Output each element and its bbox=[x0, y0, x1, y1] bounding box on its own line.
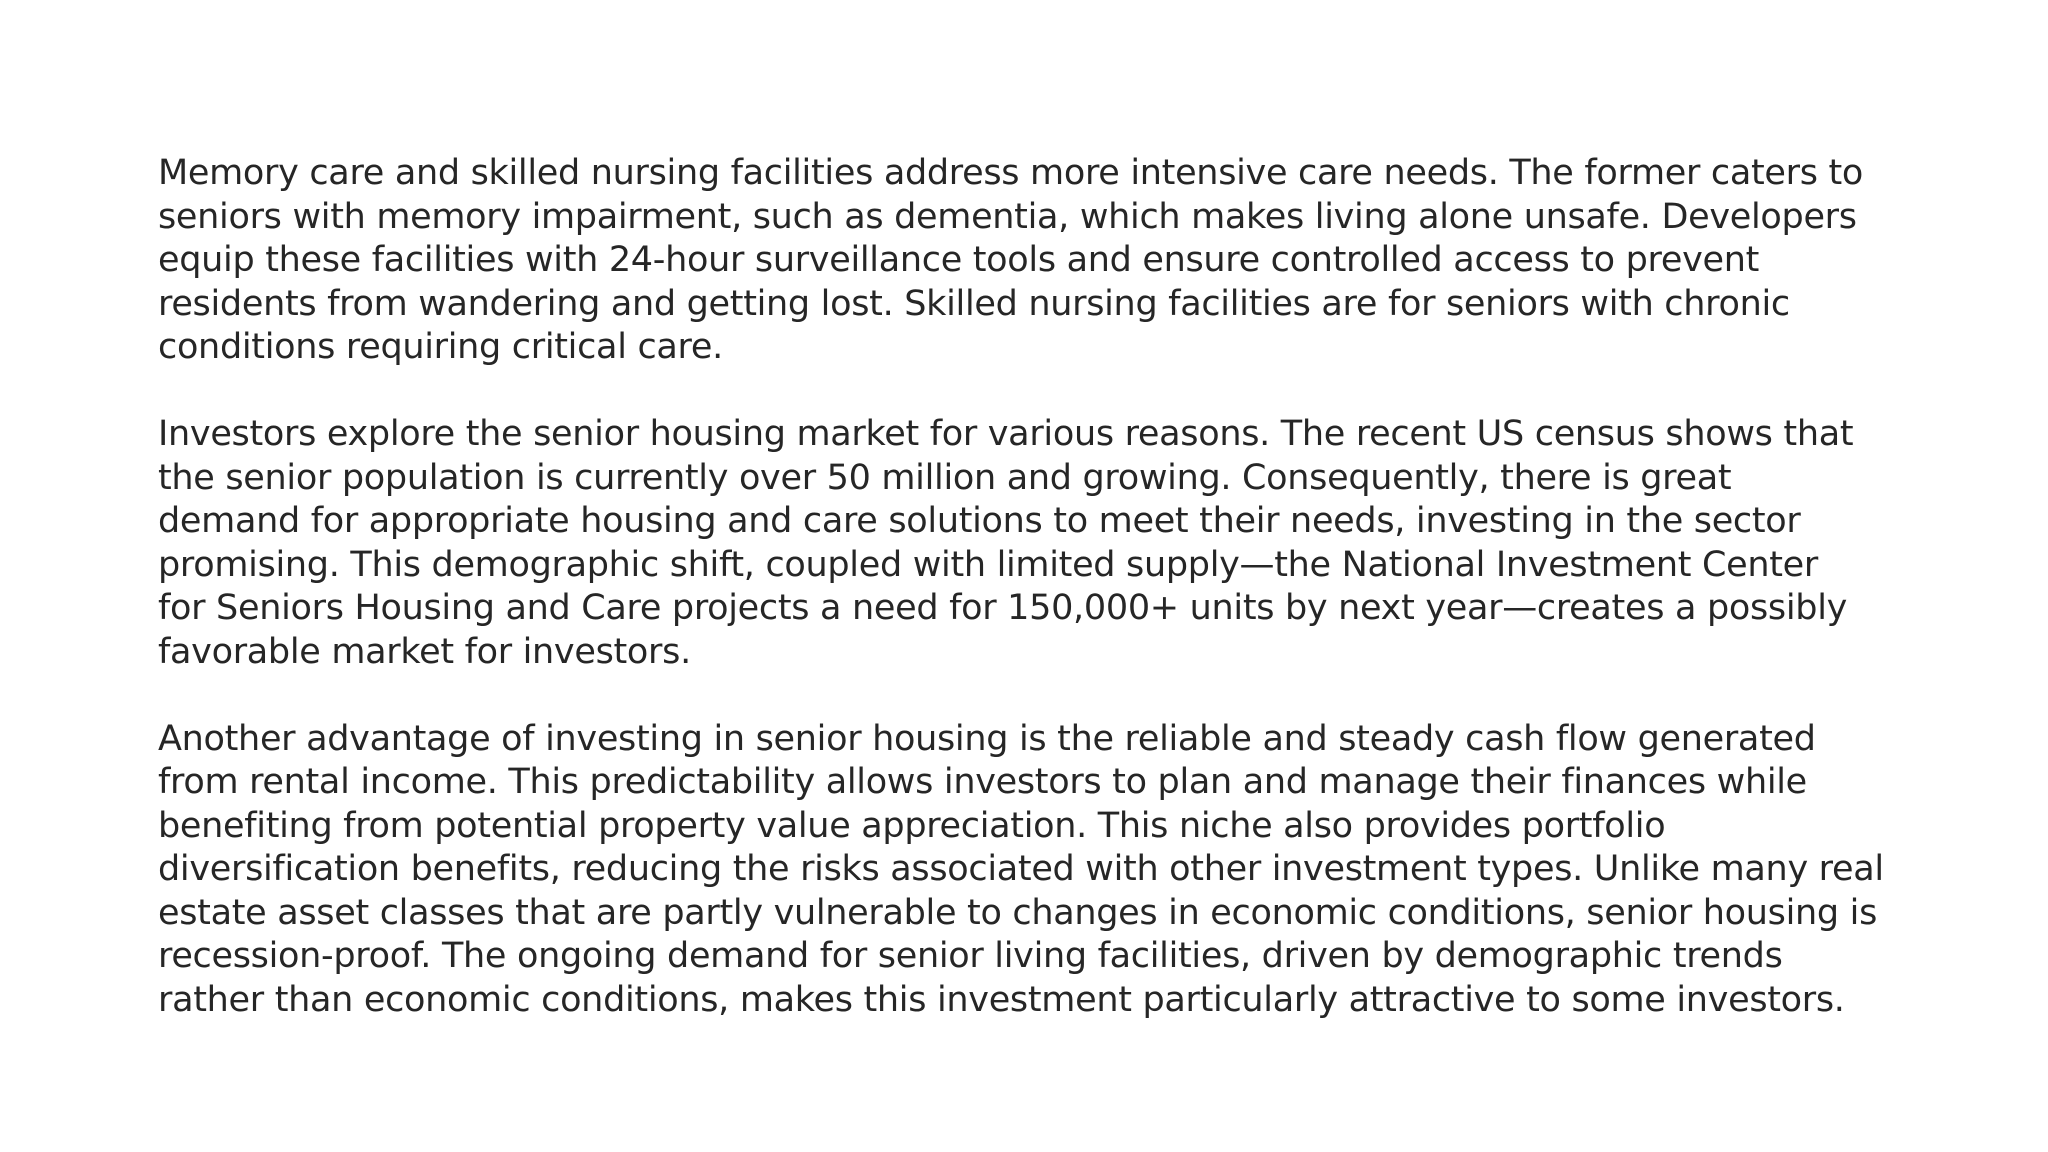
paragraph-line: benefiting from potential property value appreciation. This niche also provides portfolio bbox=[158, 805, 1666, 846]
paragraph-line: Memory care and skilled nursing facilities address more intensive care needs. The former caters to bbox=[158, 153, 1864, 193]
paragraph-line: demand for appropriate housing and care solutions to meet their needs, investing in the sector bbox=[158, 501, 1801, 541]
paragraph-line: promising. This demographic shift, coupled with limited supply—the National Investment Center bbox=[158, 544, 1818, 585]
paragraph-line: Another advantage of investing in senior housing is the reliable and steady cash flow generated bbox=[158, 718, 1816, 759]
paragraph-line: Investors explore the senior housing market for various reasons. The recent US census shows that bbox=[158, 414, 1854, 454]
paragraph-line: estate asset classes that are partly vulnerable to changes in economic conditions, senior housing is bbox=[158, 892, 1878, 933]
paragraph-memory-care bbox=[158, 152, 1918, 370]
paragraph-line: residents from wandering and getting lost. Skilled nursing facilities are for seniors with chronic bbox=[158, 283, 1790, 324]
document-body bbox=[158, 152, 1918, 1066]
paragraph-line: favorable market for investors. bbox=[158, 631, 691, 672]
paragraph-line: rather than economic conditions, makes this investment particularly attractive to some investors. bbox=[158, 979, 1845, 1020]
paragraph-line: from rental income. This predictability allows investors to plan and manage their finances while bbox=[158, 762, 1807, 802]
paragraph-line: the senior population is currently over 50 million and growing. Consequently, there is great bbox=[158, 457, 1732, 498]
paragraph-line: conditions requiring critical care. bbox=[158, 327, 723, 367]
paragraph-line: equip these facilities with 24-hour surveillance tools and ensure controlled access to prevent bbox=[158, 240, 1760, 280]
paragraph-line: diversification benefits, reducing the risks associated with other investment types. Unlike many real bbox=[158, 849, 1884, 889]
paragraph-line: for Seniors Housing and Care projects a need for 150,000+ units by next year—creates a possibly bbox=[158, 588, 1848, 628]
paragraph-line: recession-proof. The ongoing demand for senior living facilities, driven by demographic trends bbox=[158, 936, 1783, 976]
paragraph-advantages bbox=[158, 718, 1918, 1023]
paragraph-line: seniors with memory impairment, such as dementia, which makes living alone unsafe. Developers bbox=[158, 196, 1857, 237]
paragraph-investors bbox=[158, 413, 1918, 674]
